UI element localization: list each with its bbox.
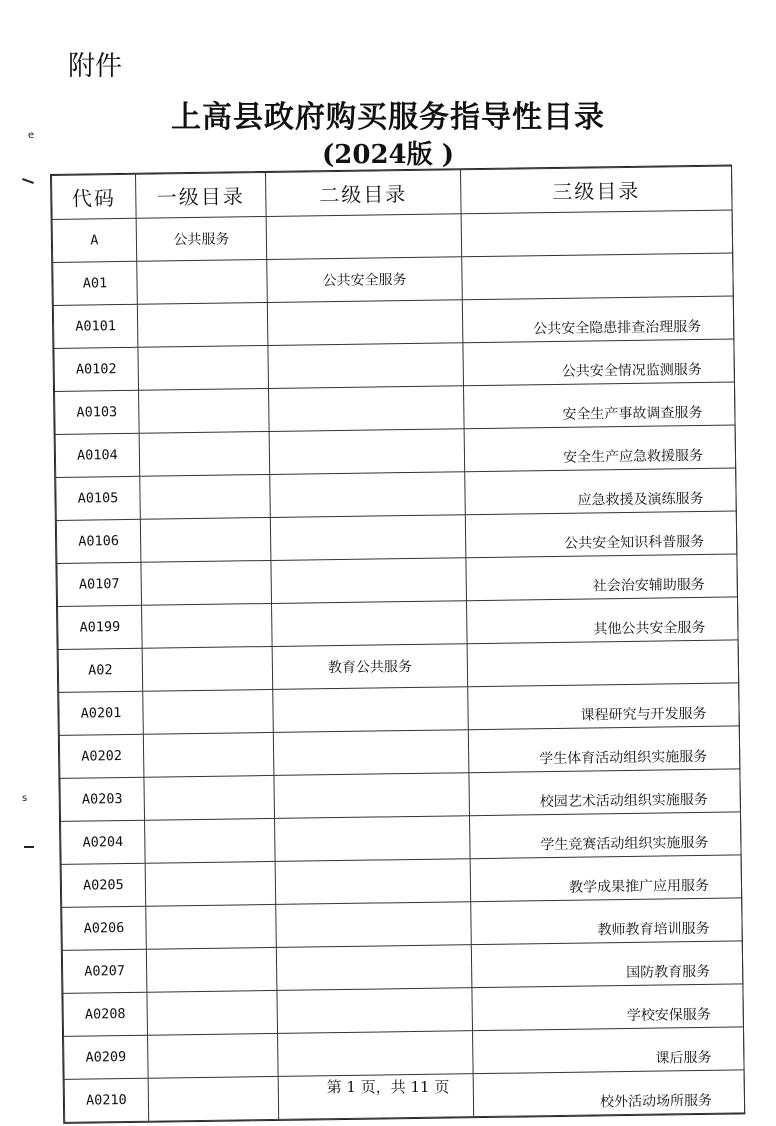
code-cell: A0202 bbox=[59, 734, 144, 778]
margin-mark-mid: s bbox=[22, 793, 28, 804]
level3-cell: 教师教育培训服务 bbox=[471, 898, 743, 945]
header-level1: 一级目录 bbox=[136, 172, 267, 218]
level1-cell bbox=[145, 861, 276, 906]
level1-cell bbox=[147, 990, 278, 1035]
level3-cell: 公共安全隐患排查治理服务 bbox=[462, 296, 734, 343]
level1-cell bbox=[144, 775, 275, 820]
level2-cell bbox=[269, 429, 465, 475]
level3-cell: 校外活动场所服务 bbox=[473, 1070, 745, 1117]
level1-cell bbox=[137, 302, 268, 347]
code-cell: A0103 bbox=[55, 390, 140, 434]
level1-cell bbox=[137, 259, 268, 304]
level2-cell bbox=[274, 773, 470, 819]
level2-cell bbox=[273, 687, 469, 733]
level1-cell bbox=[145, 818, 276, 863]
level1-cell bbox=[140, 474, 271, 519]
level2-cell bbox=[273, 730, 469, 776]
level2-cell bbox=[277, 988, 473, 1034]
margin-mark-top: e bbox=[28, 130, 35, 141]
level3-cell: 国防教育服务 bbox=[471, 941, 743, 988]
level1-cell bbox=[142, 646, 273, 691]
level2-cell bbox=[276, 945, 472, 991]
code-cell: A0107 bbox=[57, 562, 142, 606]
document-edition: (2024版 ) bbox=[321, 140, 455, 170]
code-cell: A0206 bbox=[62, 906, 147, 950]
level2-cell bbox=[272, 601, 468, 647]
level2-cell: 公共安全服务 bbox=[267, 257, 463, 303]
level1-cell bbox=[143, 732, 274, 777]
attachment-label: 附件 bbox=[68, 51, 122, 82]
level1-cell bbox=[141, 560, 272, 605]
document-title: 上高县政府购买服务指导性目录 bbox=[171, 100, 605, 135]
margin-dash bbox=[24, 846, 34, 848]
level2-cell: 教育公共服务 bbox=[272, 644, 468, 690]
level3-cell: 学生体育活动组织实施服务 bbox=[468, 726, 740, 773]
level3-cell bbox=[467, 640, 739, 687]
code-cell: A0101 bbox=[53, 304, 138, 348]
level2-cell bbox=[275, 859, 471, 905]
level2-cell bbox=[275, 816, 471, 862]
level1-cell bbox=[148, 1033, 279, 1078]
level2-cell bbox=[278, 1031, 474, 1077]
code-cell: A01 bbox=[53, 261, 138, 305]
code-cell: A0106 bbox=[56, 519, 141, 563]
level2-cell bbox=[271, 558, 467, 604]
level3-cell bbox=[462, 253, 734, 300]
code-cell: A0209 bbox=[64, 1035, 149, 1079]
code-cell: A0205 bbox=[61, 863, 146, 907]
level2-cell bbox=[270, 472, 466, 518]
level3-cell: 校园艺术活动组织实施服务 bbox=[469, 769, 741, 816]
page-footer: 第 1 页，共 11 页 bbox=[326, 1078, 450, 1096]
level1-cell bbox=[139, 431, 270, 476]
level1-cell bbox=[140, 517, 271, 562]
level3-cell: 课程研究与开发服务 bbox=[468, 683, 740, 730]
level3-cell: 公共安全情况监测服务 bbox=[463, 339, 735, 386]
code-cell: A0105 bbox=[56, 476, 141, 520]
level3-cell: 安全生产事故调查服务 bbox=[463, 382, 735, 429]
code-cell: A0104 bbox=[55, 433, 140, 477]
level3-cell: 社会治安辅助服务 bbox=[466, 554, 738, 601]
header-level3: 三级目录 bbox=[460, 166, 732, 214]
code-cell: A bbox=[52, 218, 137, 262]
level1-cell bbox=[139, 388, 270, 433]
catalog-table bbox=[50, 164, 745, 1123]
code-cell: A0207 bbox=[62, 949, 147, 993]
level3-cell bbox=[461, 210, 733, 257]
level2-cell bbox=[276, 902, 472, 948]
code-cell: A0201 bbox=[59, 691, 144, 735]
level1-cell bbox=[146, 904, 277, 949]
level1-cell bbox=[142, 603, 273, 648]
level1-cell bbox=[143, 689, 274, 734]
code-cell: A0208 bbox=[63, 992, 148, 1036]
level1-cell: 公共服务 bbox=[136, 216, 267, 261]
code-cell: A0210 bbox=[64, 1078, 149, 1122]
margin-dash bbox=[22, 178, 34, 184]
level2-cell bbox=[266, 214, 462, 260]
level3-cell: 应急救援及演练服务 bbox=[465, 468, 737, 515]
header-level2: 二级目录 bbox=[265, 170, 461, 217]
level3-cell: 课后服务 bbox=[473, 1027, 745, 1074]
level2-cell bbox=[270, 515, 466, 561]
code-cell: A0203 bbox=[60, 777, 145, 821]
level3-cell: 安全生产应急救援服务 bbox=[464, 425, 736, 472]
header-code: 代码 bbox=[52, 174, 137, 219]
code-cell: A0102 bbox=[54, 347, 139, 391]
level3-cell: 其他公共安全服务 bbox=[466, 597, 738, 644]
level3-cell: 教学成果推广应用服务 bbox=[470, 855, 742, 902]
code-cell: A0199 bbox=[58, 605, 143, 649]
code-cell: A0204 bbox=[61, 820, 146, 864]
level3-cell: 学生竞赛活动组织实施服务 bbox=[470, 812, 742, 859]
level3-cell: 公共安全知识科普服务 bbox=[465, 511, 737, 558]
level1-cell bbox=[146, 947, 277, 992]
level2-cell bbox=[268, 343, 464, 389]
level2-cell bbox=[269, 386, 465, 432]
level1-cell bbox=[138, 345, 269, 390]
code-cell: A02 bbox=[58, 648, 143, 692]
level2-cell bbox=[267, 300, 463, 346]
level3-cell: 学校安保服务 bbox=[472, 984, 744, 1031]
